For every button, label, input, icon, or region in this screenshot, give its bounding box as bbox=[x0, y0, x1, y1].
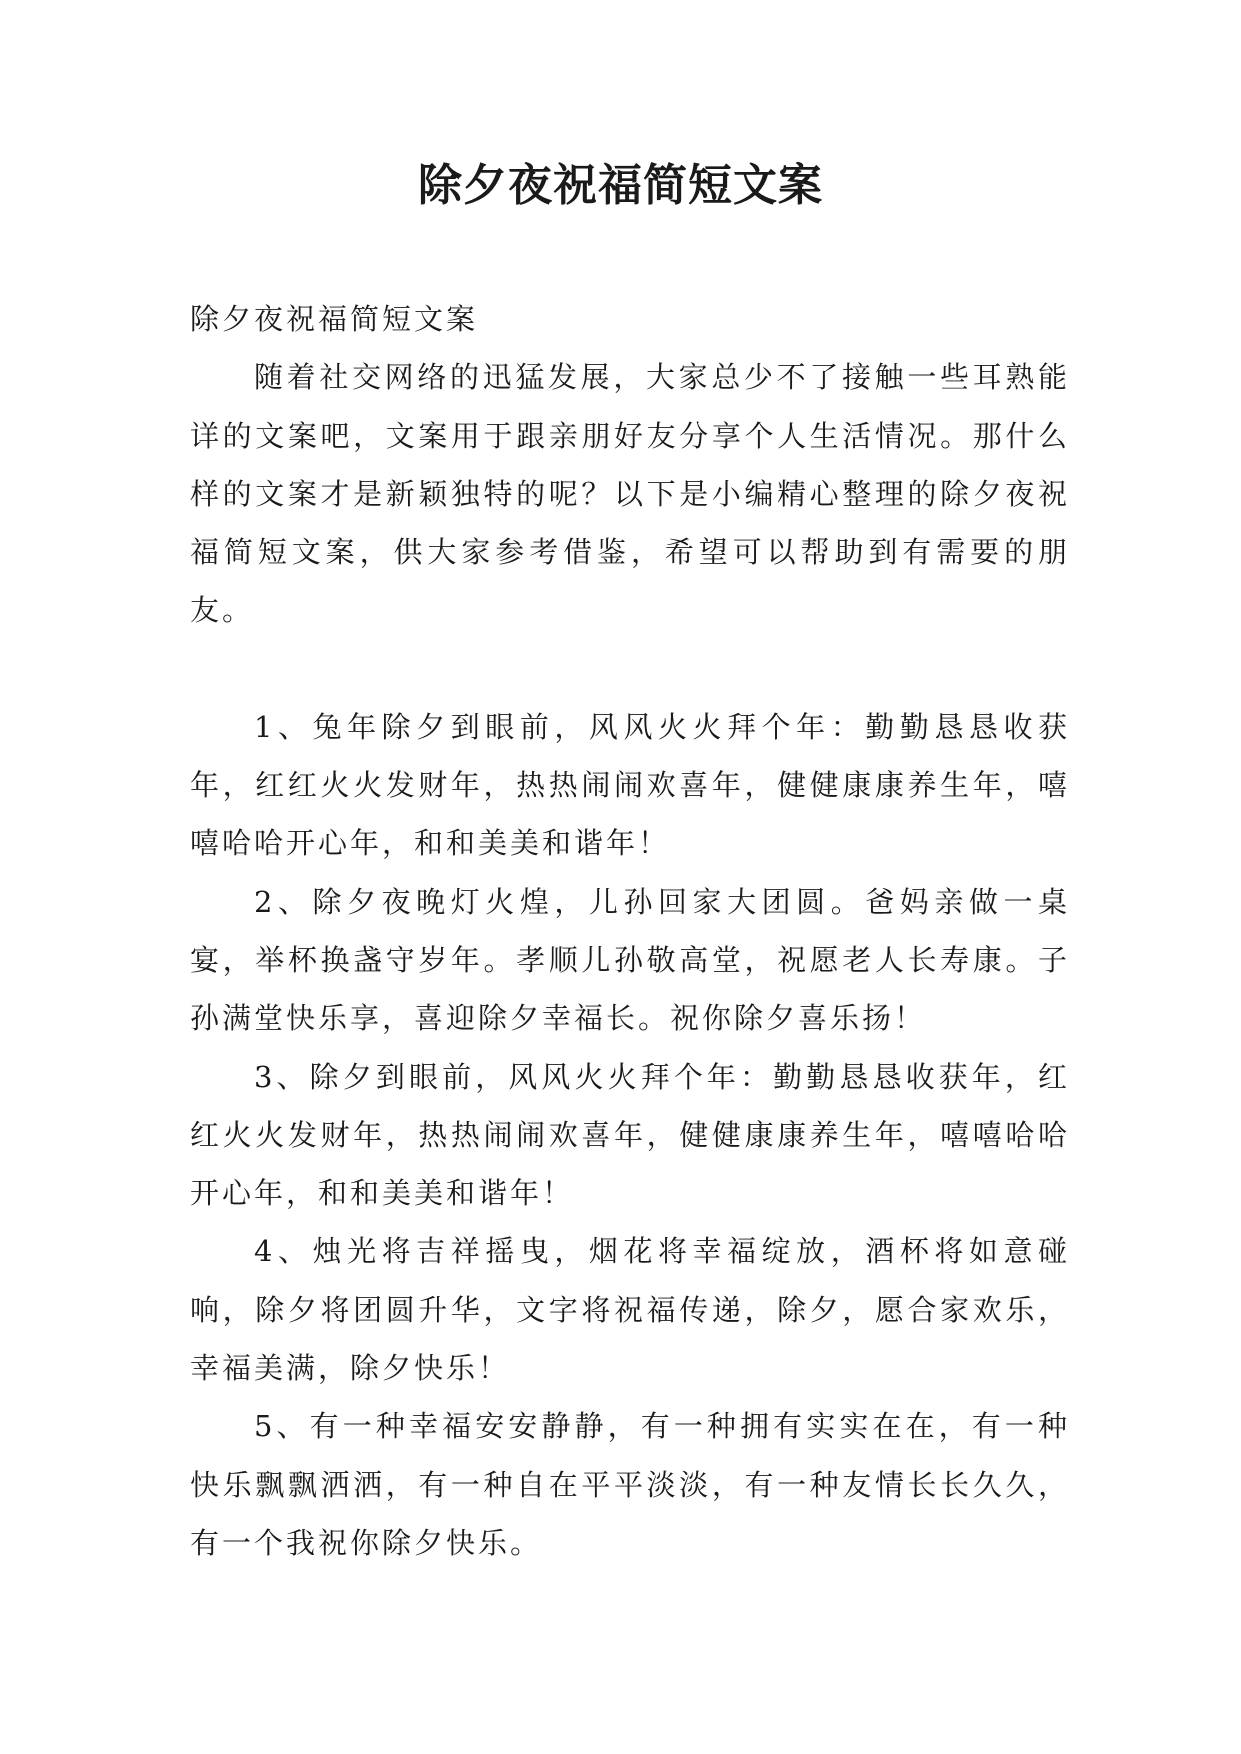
blessing-item-5: 5、有一种幸福安安静静，有一种拥有实实在在，有一种快乐飘飘洒洒，有一种自在平平淡淡，有一种友情长长久久，有一个我祝你除夕快乐。 bbox=[190, 1409, 1070, 1560]
document-subtitle: 除夕夜祝福简短文案 bbox=[190, 302, 479, 336]
document-body bbox=[190, 290, 1070, 1572]
blessing-item-1: 1、兔年除夕到眼前，风风火火拜个年：勤勤恳恳收获年，红红火火发财年，热热闹闹欢喜年，健健康康养生年，嘻嘻哈哈开心年，和和美美和谐年！ bbox=[190, 709, 1070, 861]
document-title: 除夕夜祝福简短文案 bbox=[418, 160, 823, 211]
blessing-item-2: 2、除夕夜晚灯火煌，儿孙回家大团圆。爸妈亲做一桌宴，举杯换盏守岁年。孝顺儿孙敬高堂，祝愿老人长寿康。子孙满堂快乐享，喜迎除夕幸福长。祝你除夕喜乐扬！ bbox=[190, 884, 1070, 1036]
blessing-item-4: 4、烛光将吉祥摇曳，烟花将幸福绽放，酒杯将如意碰响，除夕将团圆升华，文字将祝福传递，除夕，愿合家欢乐，幸福美满，除夕快乐！ bbox=[190, 1234, 1070, 1386]
intro-paragraph: 随着社交网络的迅猛发展，大家总少不了接触一些耳熟能详的文案吧，文案用于跟亲朋好友分享个人生活情况。那什么样的文案才是新颖独特的呢？以下是小编精心整理的除夕夜祝福简短文案，供大家参考借鉴，希望可以帮助到有需要的朋友。 bbox=[190, 360, 1070, 628]
paragraph-spacer bbox=[190, 640, 1070, 698]
blessing-item-3: 3、除夕到眼前，风风火火拜个年：勤勤恳恳收获年，红红火火发财年，热热闹闹欢喜年，健健康康养生年，嘻嘻哈哈开心年，和和美美和谐年！ bbox=[190, 1059, 1070, 1211]
